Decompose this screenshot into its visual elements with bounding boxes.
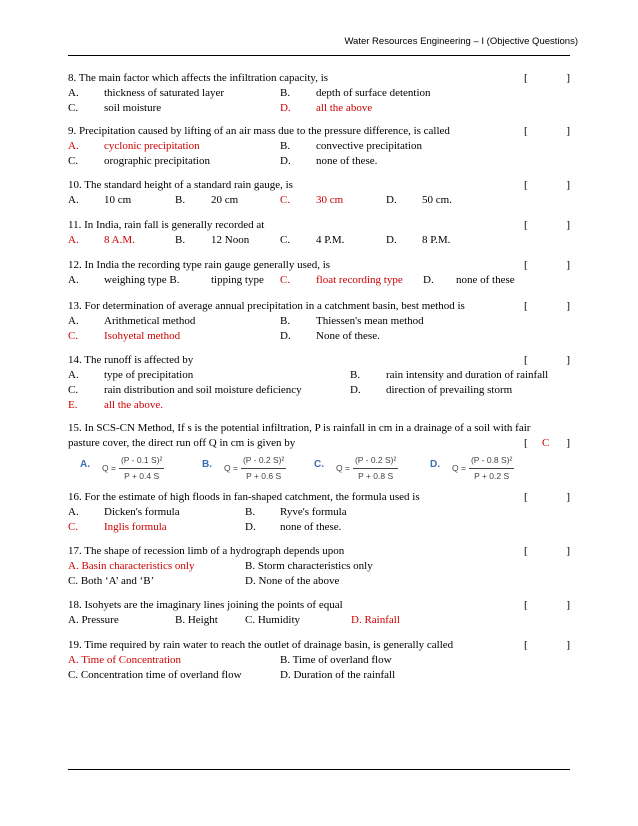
option-key: D. (350, 384, 361, 396)
question-18: 18. Isohyets are the imaginary lines joining the points of equal [ ] A. Pressure B. Height C. Humidity D. Rainfall (68, 599, 570, 626)
option-text: 10 cm (104, 194, 132, 206)
formula-b: Q = $\frac{\text{(P - 0.2 S)²}}{P + 0.6 S}$ (224, 455, 285, 481)
option-key: A. (68, 274, 79, 286)
question-text: 11. In India, rain fall is generally recorded at (68, 219, 265, 231)
correct-option-text: all the above (316, 102, 373, 114)
option-text: B. Storm characteristics only (245, 560, 373, 572)
option-text: none of these (456, 274, 515, 286)
question-text: 19. Time required by rain water to reach the outlet of drainage basin, is generally called (68, 639, 454, 651)
option-text: Arithmetical method (104, 315, 196, 327)
option-text: soil moisture (104, 102, 162, 114)
formula-c: Q = $\frac{\text{(P - 0.2 S)²}}{P + 0.8 S}$ (336, 455, 397, 481)
option-key: D. (386, 234, 397, 246)
question-text: 14. The runoff is affected by (68, 354, 194, 366)
option-key: B. (175, 234, 186, 246)
correct-option-key: C. (68, 330, 79, 342)
correct-option-text: 30 cm (316, 194, 344, 206)
question-17: 17. The shape of recession limb of a hydrograph depends upon [ ] A. Basin characteristics only B. Storm characteristics only C. Both ‘A’ and ‘B’ D. None of the above (68, 545, 570, 587)
question-10: 10. The standard height of a standard rain gauge, is [ ] A. 10 cm B. 20 cm C. 30 cm D. 50 cm. (68, 179, 570, 206)
correct-option-key: D. (280, 102, 291, 114)
option-key: A. (68, 506, 79, 518)
correct-option-key: A. (68, 234, 79, 246)
correct-option-text: Isohyetal method (104, 330, 181, 342)
option-text: B. Time of overland flow (280, 654, 392, 666)
question-text: 8. The main factor which affects the infiltration capacity, is (68, 72, 329, 84)
option-text: D. None of the above (245, 575, 340, 587)
option-key: B. (175, 194, 186, 206)
option-text: Ryve's formula (280, 506, 347, 518)
formula-a: Q = $\frac{\text{(P - 0.1 S)²}}{P + 0.4 S}$ (102, 455, 163, 481)
question-text: 18. Isohyets are the imaginary lines joining the points of equal (68, 599, 343, 611)
option-text: 4 P.M. (316, 234, 345, 246)
correct-option-text: A. Basin characteristics only (68, 560, 195, 572)
formula-key: A. (80, 459, 90, 470)
option-key: C. (68, 384, 79, 396)
correct-option-key: A. (68, 140, 79, 152)
running-header: Water Resources Engineering – I (Objective Questions) (344, 36, 578, 47)
option-key: A. (68, 194, 79, 206)
question-text: 15. In SCS-CN Method, If s is the potential infiltration, P is rainfall in cm in a drainage of a soil with fair pasture cover, the direct run off Q in cm is given by (68, 422, 531, 449)
option-key: C. (280, 234, 291, 246)
footer-rule (68, 769, 570, 770)
option-text: orographic precipitation (104, 155, 210, 167)
formula-options (68, 453, 570, 479)
option-text: tipping type (211, 274, 264, 286)
correct-option-text: Inglis formula (104, 521, 167, 533)
option-text: 20 cm (211, 194, 239, 206)
option-key: D. (245, 521, 256, 533)
option-key: A. (68, 87, 79, 99)
formula-key: C. (314, 459, 324, 470)
option-key: B. (350, 369, 361, 381)
question-text: 9. Precipitation caused by lifting of an air mass due to the pressure difference, is called (68, 125, 450, 137)
option-key: A. (68, 369, 79, 381)
option-key: C. (68, 102, 79, 114)
option-text: Dicken's formula (104, 506, 180, 518)
option-text: direction of prevailing storm (386, 384, 513, 396)
option-text: 12 Noon (211, 234, 250, 246)
formula-d: Q = $\frac{\text{(P - 0.8 S)²}}{P + 0.2 S}$ (452, 455, 513, 481)
correct-option-key: C. (68, 521, 79, 533)
option-key: D. (423, 274, 434, 286)
correct-option-key: E. (68, 399, 78, 411)
question-text: 17. The shape of recession limb of a hydrograph depends upon (68, 545, 345, 557)
correct-option-key: C. (280, 274, 291, 286)
option-text: C. Concentration time of overland flow (68, 669, 242, 681)
question-19: 19. Time required by rain water to reach the outlet of drainage basin, is generally called [ ] A. Time of Concentration B. Time of overland flow C. Concentration time of overland flow D. Duration of the rainfall (68, 639, 570, 681)
question-15: 15. In SCS-CN Method, If s is the potential infiltration, P is rainfall in cm in a drainage of a soil with fair pasture cover, the direct run off Q in cm is given by [ C ] A. Q = $\frac{\text{(P - 0.1 S)²}}{P + 0.4 S}$ B. Q = $\frac{\text{(P - 0.2 S)²}}{P + 0.6 S}$ C. Q = $\frac{\text{(P - 0.2 S)²}}{P + 0.8 S}$ D. Q = $\frac{\text{(P - 0.8 S)²}}{P + 0.2 S}$ (68, 421, 570, 479)
answer-mark: C (542, 437, 550, 449)
question-13: 13. For determination of average annual precipitation in a catchment basin, best method is [ ] A. Arithmetical method B. Thiessen's mean method C. Isohyetal method D. None of these. (68, 300, 570, 342)
option-text: depth of surface detention (316, 87, 431, 99)
option-text: None of these. (316, 330, 380, 342)
formula-key: D. (430, 459, 440, 470)
question-8: 8. The main factor which affects the infiltration capacity, is [ ] A. thickness of saturated layer B. depth of surface detention C. soil moisture D. all the above (68, 72, 570, 114)
option-key: D. (386, 194, 397, 206)
correct-option-text: float recording type (316, 274, 403, 286)
option-text: weighing type B. (104, 274, 180, 286)
option-text: convective precipitation (316, 140, 422, 152)
correct-option-text: all the above. (104, 399, 163, 411)
option-key: B. (280, 140, 291, 152)
option-text: 8 P.M. (422, 234, 451, 246)
question-12: 12. In India the recording type rain gauge generally used, is [ ] A. weighing type B. tipping type C. float recording type D. none of these (68, 259, 570, 286)
option-text: C. Humidity (245, 614, 301, 626)
option-key: A. (68, 315, 79, 327)
option-key: B. (280, 315, 291, 327)
option-text: C. Both ‘A’ and ‘B’ (68, 575, 155, 587)
option-text: Thiessen's mean method (316, 315, 424, 327)
option-text: rain intensity and duration of rainfall (386, 369, 549, 381)
option-key: D. (280, 155, 291, 167)
option-text: rain distribution and soil moisture deficiency (104, 384, 302, 396)
question-9: 9. Precipitation caused by lifting of an air mass due to the pressure difference, is called [ ] A. cyclonic precipitation B. convective precipitation C. orographic precipitation D. none of these. (68, 125, 570, 167)
question-text: 12. In India the recording type rain gauge generally used, is (68, 259, 331, 271)
question-text: 16. For the estimate of high floods in fan-shaped catchment, the formula used is (68, 491, 420, 503)
option-text: A. Pressure (68, 614, 119, 626)
question-text: 13. For determination of average annual precipitation in a catchment basin, best method is (68, 300, 465, 312)
question-11: 11. In India, rain fall is generally recorded at [ ] A. 8 A.M. B. 12 Noon C. 4 P.M. D. 8 P.M. (68, 219, 570, 246)
option-key: B. (280, 87, 291, 99)
option-text: B. Height (175, 614, 218, 626)
option-text: none of these. (280, 521, 342, 533)
option-text: 50 cm. (422, 194, 452, 206)
option-key: B. (245, 506, 256, 518)
option-text: thickness of saturated layer (104, 87, 225, 99)
correct-option-text: 8 A.M. (104, 234, 135, 246)
correct-option-key: C. (280, 194, 291, 206)
option-text: none of these. (316, 155, 378, 167)
question-14: 14. The runoff is affected by [ ] A. type of precipitation B. rain intensity and duration of rainfall C. rain distribution and soil moisture deficiency D. direction of prevailing storm E. all the above. (68, 354, 570, 411)
formula-key: B. (202, 459, 212, 470)
correct-option-text: A. Time of Concentration (68, 654, 182, 666)
option-text: D. Duration of the rainfall (280, 669, 396, 681)
option-key: C. (68, 155, 79, 167)
correct-option-text: D. Rainfall (351, 614, 400, 626)
option-key: D. (280, 330, 291, 342)
question-text: 10. The standard height of a standard rain gauge, is (68, 179, 293, 191)
header-rule (68, 55, 570, 56)
question-16: 16. For the estimate of high floods in fan-shaped catchment, the formula used is [ ] A. Dicken's formula B. Ryve's formula C. Inglis formula D. none of these. (68, 491, 570, 533)
option-text: type of precipitation (104, 369, 194, 381)
correct-option-text: cyclonic precipitation (104, 140, 200, 152)
